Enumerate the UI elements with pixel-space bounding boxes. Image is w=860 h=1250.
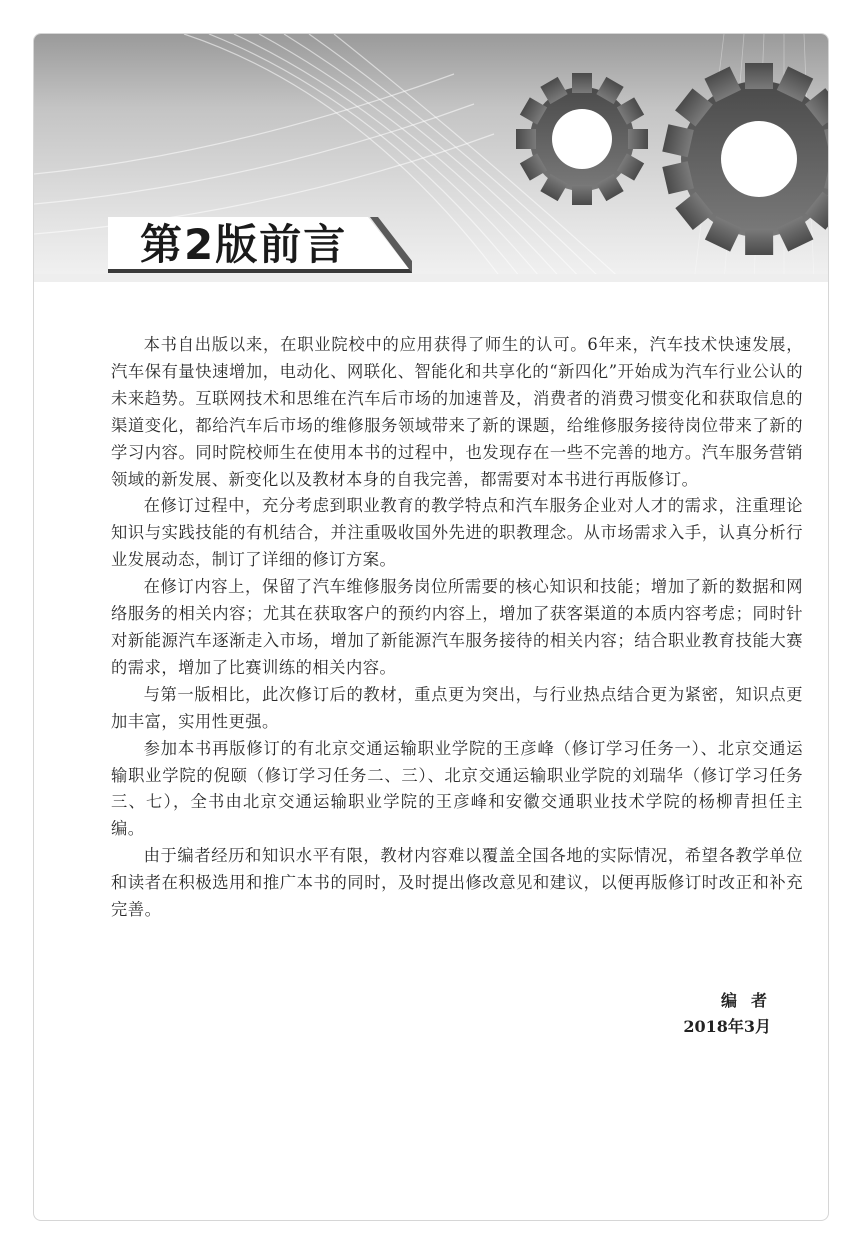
signature-date: 2018年3月 — [683, 1017, 771, 1036]
signature-author: 编者 — [720, 991, 781, 1010]
page — [33, 33, 829, 1221]
title-box — [108, 217, 412, 273]
preface-body — [111, 332, 803, 924]
header-banner — [34, 34, 828, 282]
page-title: 第2版前言 — [140, 220, 348, 269]
paragraph: 与第一版相比，此次修订后的教材，重点更为突出，与行业热点结合更为紧密，知识点更加丰富，实用性更强。 — [111, 684, 803, 731]
paragraph: 由于编者经历和知识水平有限，教材内容难以覆盖全国各地的实际情况，希望各教学单位和读者在积极选用和推广本书的同时，及时提出修改意见和建议，以便再版修订时改正和补充完善。 — [111, 846, 803, 920]
signature — [683, 988, 781, 1040]
large-gear-icon — [662, 63, 828, 255]
paragraph: 在修订内容上，保留了汽车维修服务岗位所需要的核心知识和技能；增加了新的数据和网络服务的相关内容；尤其在获取客户的预约内容上，增加了获客渠道的本质内容考虑；同时针对新能源汽车逐渐走入市场，增加了新能源汽车服务接待的相关内容；结合职业教育技能大赛的需求，增加了比赛训练的相关内容。 — [111, 577, 803, 677]
paragraph: 本书自出版以来，在职业院校中的应用获得了师生的认可。6年来，汽车技术快速发展，汽车保有量快速增加，电动化、网联化、智能化和共享化的“新四化”开始成为汽车行业公认的未来趋势。互联网技术和思维在汽车后市场的加速普及，消费者的消费习惯变化和获取信息的渠道变化，都给汽车后市场的维修服务领域带来了新的课题，给维修服务接待岗位带来了新的学习内容。同时院校师生在使用本书的过程中，也发现存在一些不完善的地方。汽车服务营销领域的新发展、新变化以及教材本身的自我完善，都需要对本书进行再版修订。 — [111, 335, 803, 489]
paragraph: 参加本书再版修订的有北京交通运输职业学院的王彦峰（修订学习任务一）、北京交通运输职业学院的倪颐（修订学习任务二、三）、北京交通运输职业学院的刘瑞华（修订学习任务三、七），全书由北京交通运输职业学院的王彦峰和安徽交通职业技术学院的杨柳青担任主编。 — [111, 738, 803, 839]
paragraph: 在修订过程中，充分考虑到职业教育的教学特点和汽车服务企业对人才的需求，注重理论知识与实践技能的有机结合，并注重吸收国外先进的职教理念。从市场需求入手，认真分析行业发展动态，制订了详细的修订方案。 — [111, 496, 803, 570]
small-gear-icon — [516, 73, 648, 205]
